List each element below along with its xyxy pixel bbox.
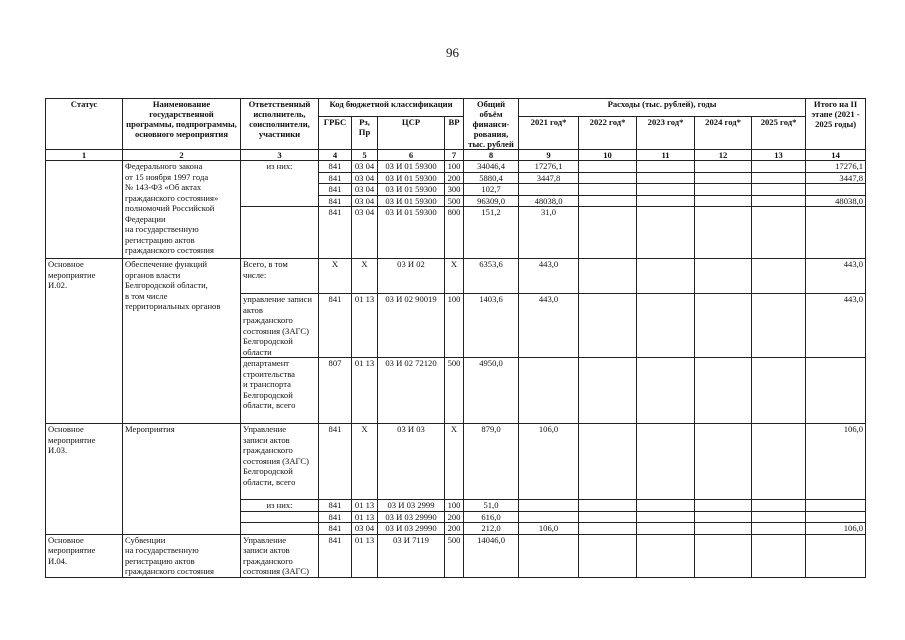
header-expenses: Расходы (тыс. рублей), годы [519,99,806,117]
column-number: 3 [241,150,319,161]
header-2025: 2025 год* [752,116,806,149]
column-number: 4 [319,150,352,161]
column-number-row [46,150,866,161]
y2025-cell [752,358,806,424]
vr-cell: 200 [445,523,464,535]
rzpr-cell: 01 13 [352,358,378,424]
total-cell: 4950,0 [464,358,519,424]
y2021-cell: 31,0 [519,207,579,259]
vr-cell: 200 [445,172,464,184]
y2024-cell [695,184,752,196]
y2022-cell [579,523,637,535]
stage-total-cell [806,511,866,523]
column-number: 11 [637,150,695,161]
y2023-cell [637,161,695,173]
header-2021: 2021 год* [519,116,579,149]
y2024-cell [695,358,752,424]
y2022-cell [579,534,637,577]
y2021-cell [519,184,579,196]
grbs-cell: 841 [319,207,352,259]
y2025-cell [752,500,806,512]
csr-cell: 03 И 02 90019 [378,294,445,358]
grbs-cell: 841 [319,195,352,207]
csr-cell: 03 И 01 59300 [378,195,445,207]
grbs-cell: 841 [319,424,352,500]
csr-cell: 03 И 03 2999 [378,500,445,512]
y2023-cell [637,259,695,294]
y2021-cell: 106,0 [519,424,579,500]
column-number: 2 [123,150,241,161]
csr-cell: 03 И 03 [378,424,445,500]
stage-total-cell: 443,0 [806,294,866,358]
vr-cell: 300 [445,184,464,196]
column-number: 6 [378,150,445,161]
y2022-cell [579,259,637,294]
y2022-cell [579,207,637,259]
y2025-cell [752,172,806,184]
y2022-cell [579,172,637,184]
vr-cell: 500 [445,358,464,424]
y2024-cell [695,207,752,259]
column-number: 13 [752,150,806,161]
grbs-cell: Х [319,259,352,294]
stage-total-cell [806,534,866,577]
budget-table [45,98,866,578]
y2024-cell [695,523,752,535]
column-number: 8 [464,150,519,161]
status-cell: Основное мероприятие И.04. [46,534,123,577]
y2025-cell [752,511,806,523]
y2021-cell: 106,0 [519,523,579,535]
y2022-cell [579,161,637,173]
vr-cell: 100 [445,294,464,358]
total-cell: 212,0 [464,523,519,535]
executor-cell: из них: [241,500,319,512]
table-row [46,424,866,500]
rzpr-cell: 03 04 [352,172,378,184]
header-stage-total: Итого на II этапе (2021 - 2025 годы) [806,99,866,150]
y2025-cell [752,534,806,577]
total-cell: 34046,4 [464,161,519,173]
total-cell: 6353,6 [464,259,519,294]
csr-cell: 03 И 02 [378,259,445,294]
csr-cell: 03 И 02 72120 [378,358,445,424]
y2022-cell [579,358,637,424]
grbs-cell: 841 [319,161,352,173]
y2024-cell [695,195,752,207]
y2023-cell [637,523,695,535]
stage-total-cell [806,358,866,424]
grbs-cell: 841 [319,523,352,535]
total-cell: 616,0 [464,511,519,523]
y2021-cell [519,534,579,577]
executor-cell: управление записи актов гражданского состояния (ЗАГС) Белгородской области [241,294,319,358]
vr-cell: 200 [445,511,464,523]
rzpr-cell: Х [352,259,378,294]
total-cell: 879,0 [464,424,519,500]
executor-cell: Управление записи актов гражданского состояния (ЗАГС) Белгородской области, всего [241,424,319,500]
header-executor: Ответственный исполнитель, соисполнители, участники [241,99,319,150]
csr-cell: 03 И 03 29990 [378,523,445,535]
header-total: Общий объём финанси-рования, тыс. рублей [464,99,519,150]
grbs-cell: 841 [319,500,352,512]
y2023-cell [637,500,695,512]
rzpr-cell: 03 04 [352,161,378,173]
status-cell [46,161,123,259]
y2025-cell [752,424,806,500]
csr-cell: 03 И 01 59300 [378,184,445,196]
column-number: 9 [519,150,579,161]
y2025-cell [752,207,806,259]
y2024-cell [695,424,752,500]
rzpr-cell: Х [352,424,378,500]
y2021-cell [519,358,579,424]
y2023-cell [637,195,695,207]
executor-cell: Всего, в том числе: [241,259,319,294]
y2021-cell: 443,0 [519,294,579,358]
executor-cell [241,207,319,259]
executor-cell: из них: [241,161,319,207]
status-cell: Основное мероприятие И.03. [46,424,123,535]
header-name: Наименование государственной программы, подпрограммы, основного мероприятия [123,99,241,150]
y2023-cell [637,184,695,196]
y2025-cell [752,259,806,294]
program-name-cell: Федерального закона от 15 ноября 1997 года № 143-ФЗ «Об актах гражданского состояния» полномочий Российской Федерации на государственную регистрацию актов гражданского состояния [123,161,241,259]
y2024-cell [695,511,752,523]
header-grbs: ГРБС [319,116,352,149]
csr-cell: 03 И 7119 [378,534,445,577]
grbs-cell: 841 [319,172,352,184]
y2023-cell [637,511,695,523]
total-cell: 14046,0 [464,534,519,577]
y2021-cell [519,500,579,512]
executor-cell [241,511,319,523]
y2021-cell [519,511,579,523]
rzpr-cell: 03 04 [352,523,378,535]
stage-total-cell: 48038,0 [806,195,866,207]
grbs-cell: 841 [319,534,352,577]
csr-cell: 03 И 01 59300 [378,172,445,184]
y2023-cell [637,172,695,184]
table-row [46,161,866,173]
y2022-cell [579,500,637,512]
stage-total-cell: 17276,1 [806,161,866,173]
y2024-cell [695,294,752,358]
header-rzpr: Рз, Пр [352,116,378,149]
header-2023: 2023 год* [637,116,695,149]
total-cell: 51,0 [464,500,519,512]
vr-cell: Х [445,259,464,294]
vr-cell: 100 [445,161,464,173]
y2022-cell [579,511,637,523]
program-name-cell: Мероприятия [123,424,241,535]
stage-total-cell [806,500,866,512]
total-cell: 5880,4 [464,172,519,184]
stage-total-cell [806,207,866,259]
rzpr-cell: 01 13 [352,294,378,358]
vr-cell: 500 [445,195,464,207]
y2022-cell [579,424,637,500]
stage-total-cell: 3447,8 [806,172,866,184]
y2024-cell [695,259,752,294]
y2022-cell [579,184,637,196]
y2021-cell: 443,0 [519,259,579,294]
csr-cell: 03 И 03 29990 [378,511,445,523]
total-cell: 102,7 [464,184,519,196]
y2021-cell: 3447,8 [519,172,579,184]
y2023-cell [637,207,695,259]
column-number: 12 [695,150,752,161]
status-cell: Основное мероприятие И.02. [46,259,123,424]
header-2022: 2022 год* [579,116,637,149]
executor-cell: Управление записи актов гражданского состояния (ЗАГС) [241,534,319,577]
program-name-cell: Обеспечение функций органов власти Белгородской области, в том числе территориальных органов [123,259,241,424]
stage-total-cell: 106,0 [806,424,866,500]
y2023-cell [637,358,695,424]
total-cell: 96309,0 [464,195,519,207]
y2025-cell [752,294,806,358]
y2021-cell: 48038,0 [519,195,579,207]
grbs-cell: 841 [319,184,352,196]
y2023-cell [637,424,695,500]
header-csr: ЦСР [378,116,445,149]
y2025-cell [752,184,806,196]
total-cell: 1403,6 [464,294,519,358]
column-number: 7 [445,150,464,161]
header-budget-code: Код бюджетной классификации [319,99,464,117]
rzpr-cell: 03 04 [352,195,378,207]
header-2024: 2024 год* [695,116,752,149]
vr-cell: Х [445,424,464,500]
y2025-cell [752,523,806,535]
rzpr-cell: 03 04 [352,184,378,196]
column-number: 14 [806,150,866,161]
grbs-cell: 841 [319,511,352,523]
vr-cell: 800 [445,207,464,259]
grbs-cell: 841 [319,294,352,358]
executor-cell [241,523,319,535]
vr-cell: 500 [445,534,464,577]
y2025-cell [752,161,806,173]
stage-total-cell [806,184,866,196]
rzpr-cell: 03 04 [352,207,378,259]
y2025-cell [752,195,806,207]
table-row [46,534,866,577]
header-status: Статус [46,99,123,150]
total-cell: 151,2 [464,207,519,259]
y2024-cell [695,172,752,184]
rzpr-cell: 01 13 [352,534,378,577]
column-number: 5 [352,150,378,161]
table-row [46,259,866,294]
program-name-cell: Субвенции на государственную регистрацию актов гражданского состояния [123,534,241,577]
header-vr: ВР [445,116,464,149]
csr-cell: 03 И 01 59300 [378,207,445,259]
grbs-cell: 807 [319,358,352,424]
y2024-cell [695,534,752,577]
vr-cell: 100 [445,500,464,512]
rzpr-cell: 01 13 [352,511,378,523]
y2022-cell [579,195,637,207]
executor-cell: департамент строительства и транспорта Белгородской области, всего [241,358,319,424]
column-number: 10 [579,150,637,161]
page-number: 96 [446,45,459,60]
column-number: 1 [46,150,123,161]
y2024-cell [695,500,752,512]
y2023-cell [637,294,695,358]
y2024-cell [695,161,752,173]
y2023-cell [637,534,695,577]
csr-cell: 03 И 01 59300 [378,161,445,173]
y2022-cell [579,294,637,358]
header-row-1 [46,99,866,117]
stage-total-cell: 106,0 [806,523,866,535]
rzpr-cell: 01 13 [352,500,378,512]
stage-total-cell: 443,0 [806,259,866,294]
y2021-cell: 17276,1 [519,161,579,173]
